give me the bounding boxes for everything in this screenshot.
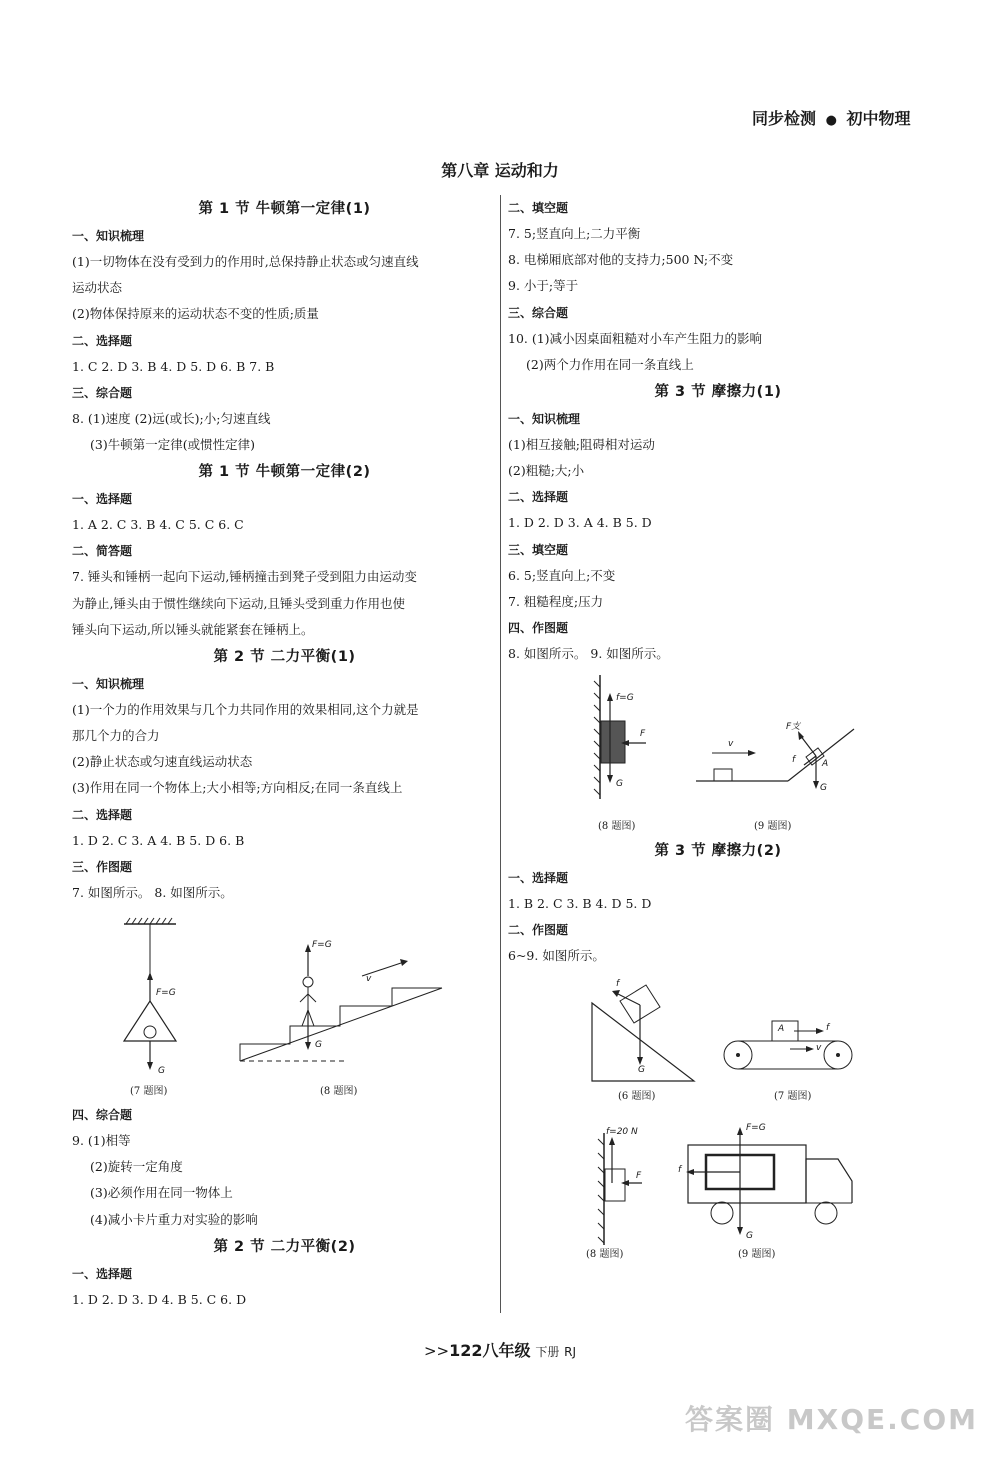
- answer-line: 为静止,锤头由于惯性继续向下运动,且锤头受到重力作用也使: [72, 595, 405, 611]
- choice-answers: 1. C 2. D 3. B 4. D 5. D 6. B 7. B: [72, 358, 275, 374]
- subheading: 一、选择题: [508, 871, 569, 886]
- subheading: 二、作图题: [508, 923, 569, 938]
- fig8-label-f: F=G: [312, 940, 332, 950]
- fig7-conveyor: [724, 1021, 852, 1069]
- fig8-label-g: G: [616, 779, 623, 790]
- subheading: 三、综合题: [72, 385, 133, 400]
- answer-line: (1)一个力的作用效果与几个力共同作用的效果相同,这个力就是: [72, 701, 419, 717]
- section-title: 第 1 节 牛顿第一定律(2): [198, 464, 371, 481]
- answer-line: 10. (1)减小因桌面粗糙对小车产生阻力的影响: [508, 330, 763, 346]
- fig9-truck: [686, 1127, 852, 1235]
- friction2-diagrams: [508, 969, 928, 1269]
- left-column: [72, 195, 497, 1313]
- volume-label: 下册: [535, 1345, 560, 1359]
- subheading: 一、知识梳理: [72, 229, 145, 243]
- subheading: 二、选择题: [508, 490, 569, 505]
- fig8-caption: (8 题图): [586, 1249, 624, 1261]
- column-divider: [500, 195, 501, 1313]
- subheading: 一、知识梳理: [72, 676, 145, 691]
- fig7-label-f: f: [826, 1023, 830, 1034]
- fig8-label-g: G: [315, 1040, 322, 1050]
- section-title: 第 3 节 摩擦力(1): [654, 383, 782, 400]
- chapter-title: 第八章 运动和力: [441, 161, 559, 180]
- fig9-label-a: A: [822, 759, 829, 770]
- figure-row: [72, 906, 497, 1102]
- fig7-8-diagram: [72, 906, 492, 1102]
- choice-answers: 1. D 2. C 3. A 4. B 5. D 6. B: [72, 832, 245, 848]
- fig9-label-g: G: [746, 1231, 753, 1242]
- answer-line: (2)物体保持原来的运动状态不变的性质;质量: [72, 306, 319, 322]
- fig7-caption: (7 题图): [774, 1091, 812, 1103]
- answer-line: 7. 如图所示。 8. 如图所示。: [72, 884, 233, 900]
- figure-row: [508, 667, 928, 837]
- fig7-caption: (7 题图): [130, 1086, 168, 1097]
- answer-line: 9. 小于;等于: [508, 278, 579, 294]
- subheading: 三、综合题: [508, 305, 569, 320]
- watermark-logo: 答案圈 MXQE.COM: [685, 1403, 978, 1436]
- bulb-icon: ●: [825, 113, 837, 128]
- fig8-label-F: F: [640, 729, 646, 740]
- subheading: 三、作图题: [72, 859, 133, 874]
- answer-line: (2)两个力作用在同一条直线上: [526, 356, 694, 372]
- friction1-diagrams: [508, 667, 928, 837]
- answer-line: (1)相互接触;阻碍相对运动: [508, 436, 655, 452]
- fig8-wall-block: [598, 1133, 642, 1245]
- figure-grid: [508, 969, 928, 1269]
- edition-label: RJ: [564, 1345, 577, 1359]
- answer-line: (2)粗糙;大;小: [508, 463, 585, 479]
- fig7-label-g: G: [158, 1066, 165, 1076]
- fig6-label-f: f: [616, 979, 620, 990]
- fig9-label-g: G: [820, 783, 827, 794]
- fig9-caption: (9 题图): [738, 1249, 776, 1261]
- answer-line: (2)旋转一定角度: [90, 1159, 183, 1175]
- answer-line: 锤头向下运动,所以锤头就能紧套在锤柄上。: [72, 621, 314, 637]
- fig9-label-fr: f: [678, 1165, 682, 1176]
- answer-line: 6. 5;竖直向上;不变: [508, 567, 616, 583]
- answer-line: 运动状态: [72, 280, 123, 296]
- subheading: 三、填空题: [508, 542, 569, 557]
- fig7-label-f: F=G: [156, 988, 176, 998]
- answer-line: 7. 锤头和锤柄一起向下运动,锤柄撞击到凳子受到阻力由运动变: [72, 569, 417, 585]
- series-header: [752, 106, 911, 129]
- choice-answers: 1. D 2. D 3. D 4. B 5. C 6. D: [72, 1291, 247, 1307]
- fig6-caption: (6 题图): [618, 1091, 656, 1103]
- subheading: 二、选择题: [72, 807, 133, 822]
- subheading: 二、填空题: [508, 201, 569, 215]
- answer-line: (4)减小卡片重力对实验的影响: [90, 1211, 258, 1227]
- choice-answers: 1. D 2. D 3. A 4. B 5. D: [508, 515, 652, 531]
- fig9-label-fn: F支: [786, 722, 801, 733]
- answer-line: 那几个力的合力: [72, 728, 160, 744]
- subheading: 四、作图题: [508, 620, 569, 635]
- right-column: [508, 195, 928, 1269]
- subheading: 一、选择题: [72, 492, 133, 507]
- section-title: 第 2 节 二力平衡(1): [213, 648, 356, 665]
- fig8-label-v: v: [366, 974, 372, 984]
- fig8-caption: (8 题图): [320, 1086, 358, 1097]
- answer-line: 9. (1)相等: [72, 1133, 131, 1148]
- answer-line: (1)一切物体在没有受到力的作用时,总保持静止状态或匀速直线: [72, 254, 419, 269]
- page-number: 122: [449, 1341, 483, 1360]
- fig8-label-f: f=G: [616, 693, 634, 704]
- section-title: 第 1 节 牛顿第一定律(1): [198, 201, 371, 217]
- grade-label: 八年级: [482, 1341, 531, 1360]
- fig9-label-v: v: [728, 739, 734, 750]
- fig6-label-g: G: [638, 1065, 645, 1076]
- fig9-label-f: f: [792, 755, 796, 766]
- page-footer: [0, 1338, 1000, 1361]
- fig8-caption: (8 题图): [598, 821, 636, 833]
- answer-line: 6~9. 如图所示。: [508, 948, 605, 964]
- answer-line: (3)必须作用在同一物体上: [90, 1185, 233, 1201]
- answer-line: 7. 5;竖直向上;二力平衡: [508, 226, 641, 241]
- fig9-caption: (9 题图): [754, 821, 792, 833]
- subheading: 一、知识梳理: [508, 411, 581, 426]
- section-title: 第 2 节 二力平衡(2): [213, 1238, 356, 1255]
- answer-line: 7. 粗糙程度;压力: [508, 593, 604, 609]
- answer-line: (3)作用在同一个物体上;大小相等;方向相反;在同一条直线上: [72, 780, 403, 796]
- subheading: 四、综合题: [72, 1108, 133, 1122]
- fig7-label-a: A: [778, 1024, 785, 1035]
- fig9-label-fg: F=G: [746, 1123, 766, 1134]
- section-title: 第 3 节 摩擦力(2): [654, 843, 782, 860]
- footer-arrows: >>: [423, 1342, 450, 1360]
- choice-answers: 1. A 2. C 3. B 4. C 5. C 6. C: [72, 517, 244, 533]
- answer-line: (3)牛顿第一定律(或惯性定律): [90, 436, 255, 452]
- answer-line: 8. (1)速度 (2)远(或长);小;匀速直线: [72, 410, 271, 426]
- fig8-label-F: F: [636, 1171, 642, 1182]
- fig7-label-v: v: [816, 1043, 822, 1054]
- subheading: 一、选择题: [72, 1266, 133, 1281]
- subheading: 二、简答题: [72, 544, 133, 559]
- choice-answers: 1. B 2. C 3. B 4. D 5. D: [508, 896, 652, 912]
- fig8-drawing: [240, 944, 442, 1061]
- fig8-label-f: f=20 N: [606, 1127, 638, 1138]
- series-name: 同步检测: [752, 109, 817, 128]
- fig9-incline-block: [696, 729, 854, 789]
- answer-line: (2)静止状态或匀速直线运动状态: [72, 754, 253, 770]
- answer-line: 8. 电梯厢底部对他的支持力;500 N;不变: [508, 252, 734, 268]
- answer-line: 8. 如图所示。 9. 如图所示。: [508, 645, 669, 661]
- subheading: 二、选择题: [72, 333, 133, 348]
- subject-name: 初中物理: [846, 109, 911, 128]
